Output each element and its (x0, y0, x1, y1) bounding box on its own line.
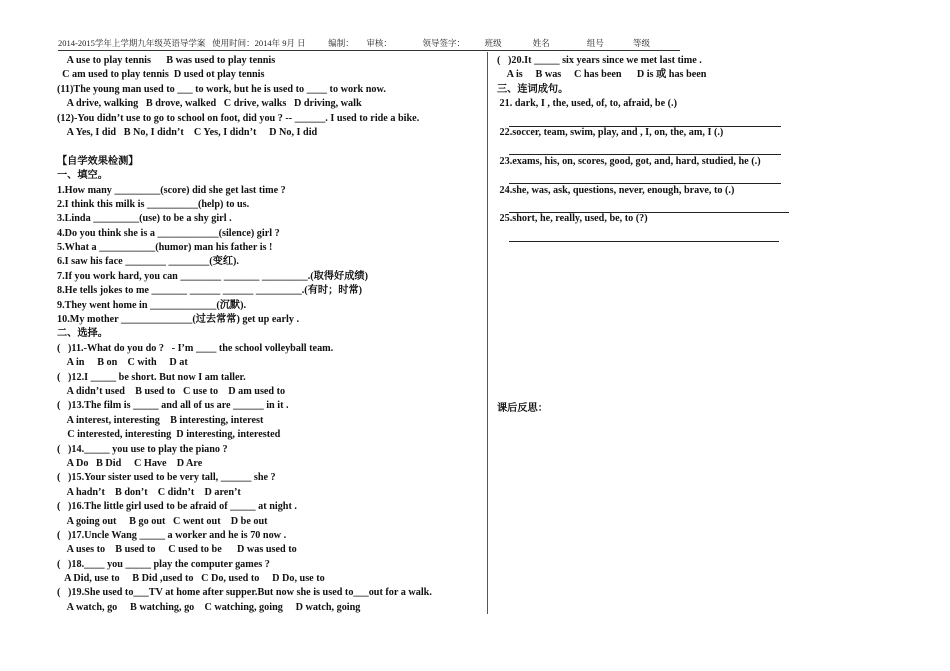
right-line: 24.she, was, ask, questions, never, enough, brave, to (.) (497, 184, 735, 196)
header-use-time: 使用时间：2014年 9月 日 (212, 38, 306, 48)
left-line: 2.I think this milk is __________(help) to us. (57, 198, 250, 210)
left-line: A in B on C with D at (57, 357, 188, 369)
answer-blank-line (497, 169, 797, 183)
right-line: 22.soccer, team, swim, play, and , I, on, the, am, I (.) (497, 126, 724, 138)
left-line: ( )18.____ you _____ play the computer games ? (57, 558, 270, 570)
left-line: A Yes, I did B No, I didn’t C Yes, I didn’t D No, I did (57, 126, 318, 138)
right-line: 21. dark, I , the, used, of, to, afraid, be (.) (497, 98, 677, 110)
left-line: ( )16.The little girl used to be afraid of _____ at night . (57, 501, 297, 513)
left-line: A Did, use to B Did ,used to C Do, used to D Do, use to (57, 573, 325, 585)
left-line: A watch, go B watching, go C watching, going D watch, going (57, 601, 361, 613)
left-line: ( )12.I _____ be short. But now I am taller. (57, 371, 246, 383)
left-line: 7.If you work hard, you can ________ _______ _________.(取得好成绩) (57, 270, 369, 282)
reflection-label: 课后反思： (497, 403, 548, 414)
left-line: A going out B go out C went out D be out (57, 515, 268, 527)
left-line: 1.How many _________(score) did she get last time ? (57, 184, 286, 196)
left-line: C interested, interesting D interesting, interested (57, 429, 281, 441)
left-line: 二、选择。 (57, 328, 108, 340)
left-line: A hadn’t B don’t C didn’t D aren’t (57, 486, 241, 498)
left-line: (12)-You didn’t use to go to school on foot, did you ? -- ______. I used to ride a bike. (57, 112, 420, 124)
right-line: ( )20.It _____ six years since we met last time . (497, 55, 702, 66)
answer-blank-line (497, 198, 797, 212)
left-line: ( )19.She used to___TV at home after supper.But now she is used to___out for a walk. (57, 587, 432, 599)
left-line: ( )13.The film is _____ and all of us are ______ in it . (57, 400, 289, 412)
right-line: 25.short, he, really, used, be, to (?) (497, 213, 648, 225)
header-term: 2014-2015学年上学期九年级英语导学案 (58, 38, 206, 48)
header-class: 班级 (484, 38, 502, 48)
left-line: C am used to play tennis D used ot play tennis (57, 69, 265, 81)
left-line: 【自学效果检测】 (57, 155, 139, 167)
left-line: 5.What a ___________(humor) man his father is ! (57, 242, 273, 254)
left-line: A Do B Did C Have D Are (57, 457, 203, 469)
column-divider (487, 52, 488, 614)
answer-blank-line (497, 227, 797, 241)
underline (509, 140, 781, 155)
left-line: 10.My mother ______________(过去常常) get up early . (57, 314, 300, 326)
left-line (57, 140, 479, 154)
right-line: 23.exams, his, on, scores, good, got, and, hard, studied, he (.) (497, 155, 761, 167)
header-reviewer: 审核： (366, 38, 392, 48)
left-line: ( )11.-What do you do ? - I’m ____ the school volleyball team. (57, 342, 334, 354)
left-line: 9.They went home in _____________(沉默). (57, 299, 247, 311)
left-line: ( )15.Your sister used to be very tall, ______ she ? (57, 472, 276, 484)
underline (509, 169, 781, 184)
underline (509, 227, 779, 242)
left-line: A uses to B used to C used to be D was used to (57, 544, 297, 556)
underline (509, 112, 781, 127)
right-column (497, 54, 797, 241)
left-line: A use to play tennis B was used to play tennis (57, 55, 276, 66)
left-line: 一、填空。 (57, 170, 108, 182)
right-line: 三、连词成句。 (497, 83, 569, 95)
left-line: A drive, walking B drove, walked C drive, walks D driving, walk (57, 98, 362, 110)
header-leader-sign: 领导签字： (422, 38, 466, 48)
left-line: 8.He tells jokes to me _______ ______ ______ _________.(有时；时常) (57, 285, 363, 297)
right-line: A is B was C has been D is 或 has been (497, 69, 707, 81)
underline (509, 198, 789, 213)
header-level: 等级 (633, 38, 651, 48)
header-editor: 编制： (328, 38, 354, 48)
left-line: ( )14._____ you use to play the piano ? (57, 443, 228, 455)
left-line: ( )17.Uncle Wang _____ a worker and he is 70 now . (57, 529, 287, 541)
page-header (58, 37, 680, 51)
left-line: (11)The young man used to ___ to work, but he is used to ____ to work now. (57, 83, 386, 95)
answer-blank-line (497, 112, 797, 126)
header-name: 姓名 (532, 38, 550, 48)
answer-blank-line (497, 140, 797, 154)
left-column (57, 54, 479, 615)
left-line: 6.I saw his face ________ ________(变红). (57, 256, 239, 268)
left-line: 3.Linda _________(use) to be a shy girl . (57, 213, 232, 225)
left-line: 4.Do you think she is a ____________(silence) girl ? (57, 227, 280, 239)
header-group: 组号 (586, 38, 604, 48)
left-line: A interest, interesting B interesting, interest (57, 414, 264, 426)
left-line: A didn’t used B used to C use to D am used to (57, 385, 286, 397)
